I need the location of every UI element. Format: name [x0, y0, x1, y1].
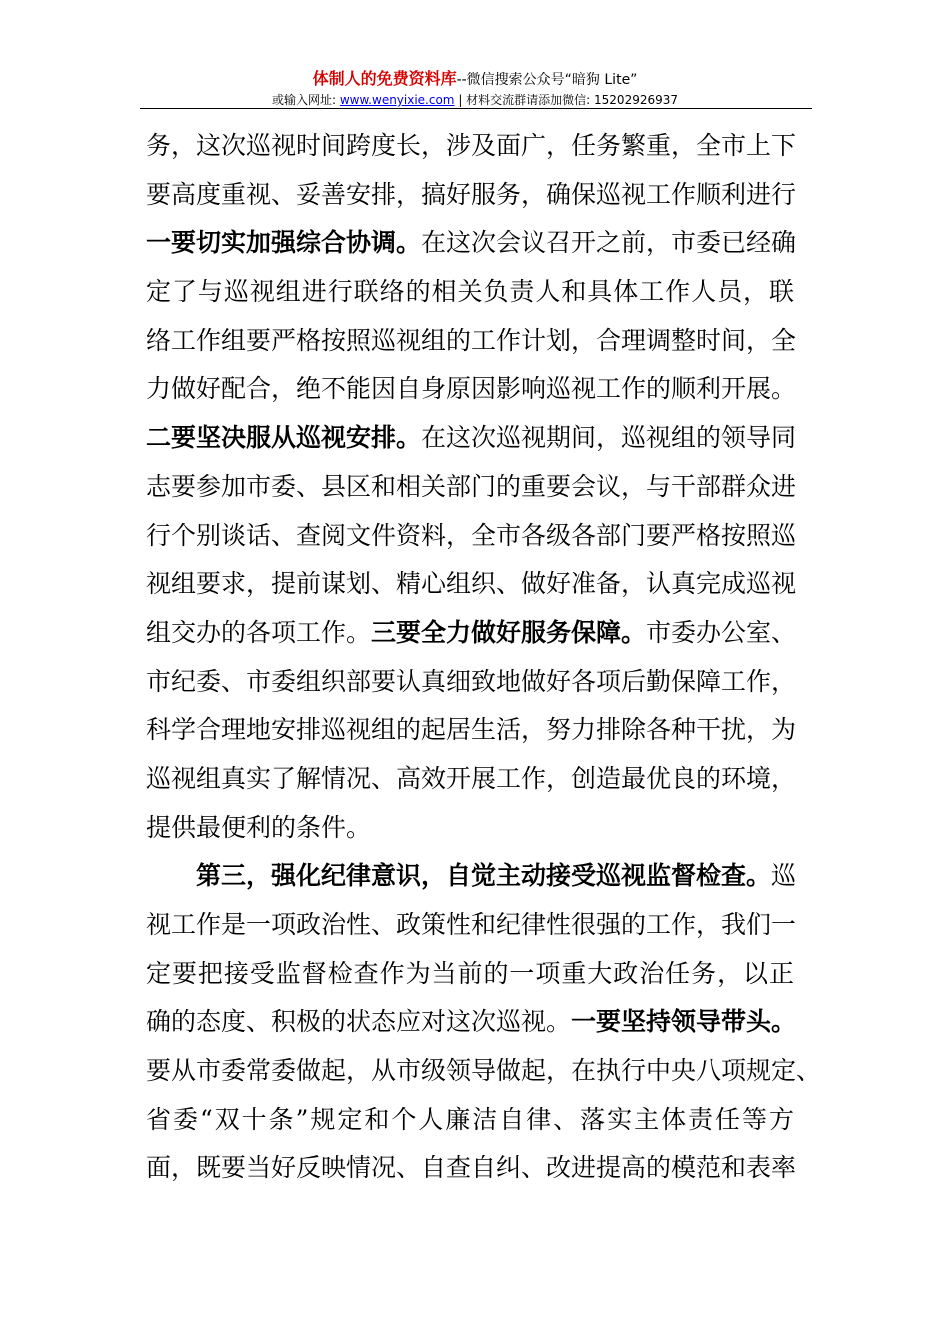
text-line — [146, 1144, 797, 1193]
body-text: 在这次会议召开之前，市委已经确 — [421, 228, 797, 258]
text-line — [146, 950, 794, 999]
text-line — [146, 219, 797, 268]
text-line — [146, 609, 797, 658]
brand-title: 体制人的免费资料库 — [312, 69, 457, 88]
text-line — [146, 268, 794, 317]
document-body — [146, 122, 822, 1193]
text-line — [146, 755, 797, 804]
text-line — [146, 171, 797, 220]
body-text: 络工作组要严格按照巡视组的工作计划，合理调整时间，全 — [146, 325, 797, 355]
text-line — [146, 658, 797, 707]
header-line-1 — [0, 70, 950, 89]
text-line — [146, 852, 797, 901]
header-tagline: --微信搜索公众号“暗狗 Lite” — [456, 72, 638, 88]
body-text: 行个别谈话、查阅文件资料，全市各级各部门要严格按照巡 — [146, 520, 797, 550]
text-line — [146, 706, 797, 755]
body-text: 巡 — [771, 861, 797, 891]
body-text: 市委办公室、 — [646, 617, 797, 647]
body-text: 巡视组真实了解情况、高效开展工作，创造最优良的环境， — [146, 763, 797, 793]
body-text: 要高度重视、妥善安排，搞好服务，确保巡视工作顺利进行 — [146, 179, 797, 209]
body-text: 视组要求，提前谋划、精心组织、做好准备，认真完成巡视 — [146, 569, 797, 599]
text-line — [146, 804, 794, 853]
body-text: 力做好配合，绝不能因自身原因影响巡视工作的顺利开展。 — [146, 374, 797, 404]
page-header — [0, 70, 950, 109]
bold-heading-text: 一要切实加强综合协调。 — [146, 228, 422, 258]
contact-text: | 材料交流群请添加微信: 15202926937 — [454, 93, 679, 107]
text-line — [146, 1047, 822, 1096]
text-line — [146, 414, 797, 463]
text-line — [146, 901, 797, 950]
body-text: 科学合理地安排巡视组的起居生活，努力排除各种干扰，为 — [146, 715, 797, 745]
text-line — [146, 1096, 794, 1145]
body-text: 在这次巡视期间，巡视组的领导同 — [421, 423, 797, 453]
body-text: 省委“双十条”规定和个人廉洁自律、落实主体责任等方 — [146, 1104, 794, 1134]
text-line — [146, 463, 797, 512]
website-link[interactable]: www.wenyixie.com — [339, 93, 455, 107]
body-text: 提供最便利的条件。 — [146, 812, 372, 842]
header-line-2 — [0, 91, 950, 109]
body-text: 确的态度、积极的状态应对这次巡视。 — [146, 1007, 572, 1037]
header-divider — [140, 108, 812, 109]
text-line — [146, 122, 797, 171]
body-text: 市纪委、市委组织部要认真细致地做好各项后勤保障工作， — [146, 666, 797, 696]
text-line — [146, 365, 797, 414]
text-line — [146, 317, 797, 366]
body-text: 面，既要当好反映情况、自查自纠、改进提高的模范和表率 — [146, 1153, 797, 1183]
text-line — [146, 998, 797, 1047]
body-text: 视工作是一项政治性、政策性和纪律性很强的工作，我们一 — [146, 910, 797, 939]
body-text: 务，这次巡视时间跨度长，涉及面广，任务繁重，全市上下 — [146, 131, 797, 160]
bold-heading-text: 第三，强化纪律意识，自觉主动接受巡视监督检查。 — [196, 861, 772, 891]
body-text: 要从市委常委做起，从市级领导做起，在执行中央八项规定、 — [146, 1056, 822, 1086]
body-text: 志要参加市委、县区和相关部门的重要会议，与干部群众进 — [146, 471, 797, 501]
text-line — [146, 512, 797, 561]
url-prefix: 或输入网址: — [271, 93, 340, 107]
bold-heading-text: 三要全力做好服务保障。 — [371, 617, 647, 647]
body-text: 定了与巡视组进行联络的相关负责人和具体工作人员，联 — [146, 277, 794, 307]
text-line — [146, 560, 797, 609]
body-text: 组交办的各项工作。 — [146, 617, 372, 647]
bold-heading-text: 二要坚决服从巡视安排。 — [146, 423, 422, 453]
body-text: 定要把接受监督检查作为当前的一项重大政治任务，以正 — [146, 958, 794, 988]
bold-heading-text: 一要坚持领导带头。 — [571, 1007, 797, 1037]
